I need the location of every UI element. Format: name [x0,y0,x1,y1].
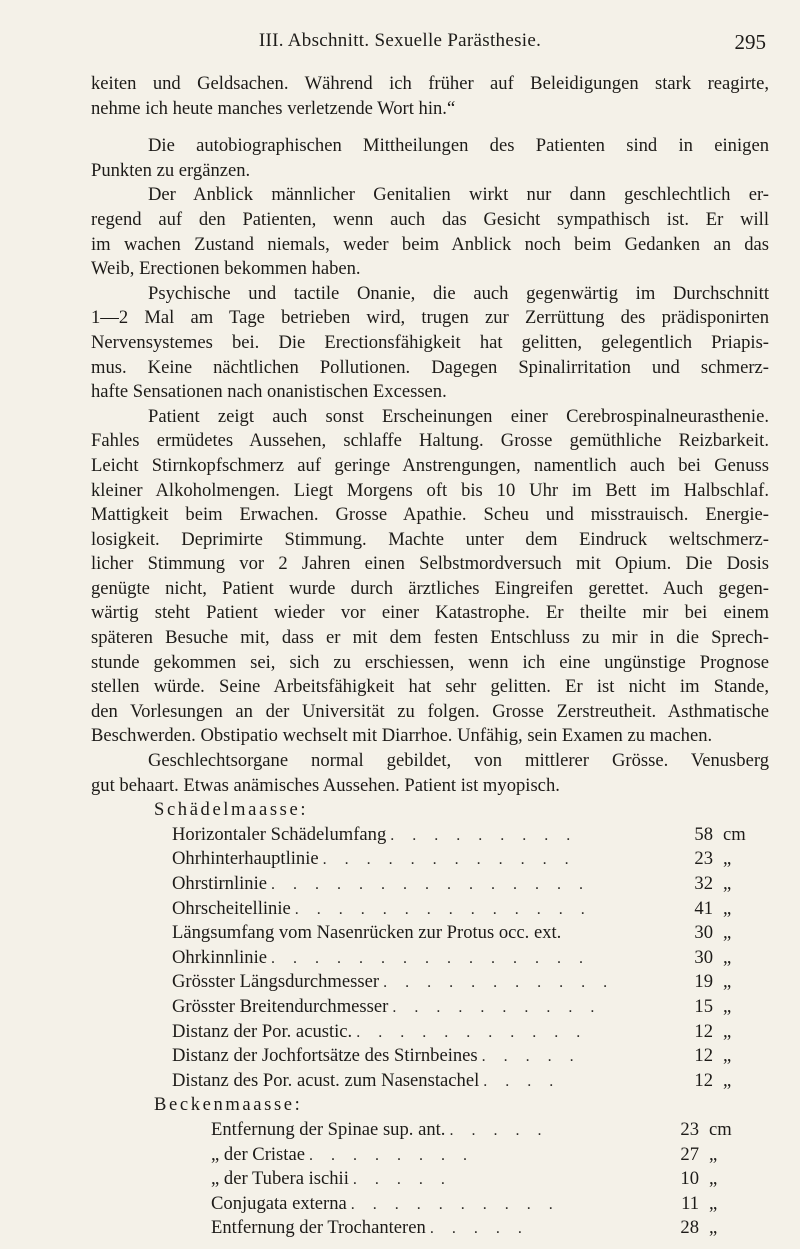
text-line: Punkten zu ergänzen. [91,159,251,181]
text-line: mus. Keine nächtlichen Pollutionen. Dagegen Spinalirritation und schmerz- [91,356,769,378]
measure-row [91,1118,769,1143]
pelvis-measures-table [91,1093,769,1241]
measure-unit: „ [723,897,732,919]
measure-unit: cm [709,1118,732,1140]
measure-row [91,872,769,897]
measure-row [91,970,769,995]
measure-row [91,897,769,922]
measure-row [91,1020,769,1045]
measure-value: 12 [694,1069,713,1091]
text-line: stunde gekommen sei, sich zu erschiessen, wenn ich eine ungünstige Prognose [91,651,769,673]
leader-dots: . . . . . . . . [308,1146,474,1164]
text-line: Weib, Erectionen bekommen haben. [91,258,361,280]
skull-measures-table [91,798,769,1093]
leader-dots: . . . . . . . . . . . [356,1023,588,1041]
measure-label: Horizontaler Schädelumfang [172,823,387,845]
measure-label: Grösster Breitendurchmesser [172,995,389,1017]
text-line: Nervensystemes bei. Die Erectionsfähigkeit hat gelitten, gelegentlich Priapis- [91,331,769,353]
leader-dots: . . . . . . . . . . . . [322,851,576,869]
measure-value: 11 [681,1192,699,1214]
paragraph-gap [91,121,769,134]
measure-row [91,1167,769,1192]
leader-dots: . . . . . . . . . . . . . . [294,900,592,918]
measure-label: Entfernung der Spinae sup. ant. [211,1118,446,1140]
measure-label: Längsumfang vom Nasenrücken zur Protus occ. ext. [172,922,562,944]
measure-unit: cm [723,823,746,845]
measure-row [91,995,769,1020]
measure-value: 19 [694,971,713,993]
measure-value: 27 [680,1143,699,1165]
measure-value: 30 [694,946,713,968]
measure-value: 41 [694,897,713,919]
text-line: keiten und Geldsachen. Während ich früher auf Beleidigungen stark reagirte, [91,73,769,94]
text-line: stellen würde. Seine Arbeitsfähigkeit hat sehr gelitten. Er ist nicht im Stande, [91,676,769,698]
measure-label: Distanz des Por. acust. zum Nasenstachel [172,1069,480,1091]
measure-value: 23 [694,848,713,870]
measure-value: 28 [680,1217,699,1239]
paragraph [91,405,769,749]
measure-row [91,1143,769,1168]
measure-value: 12 [694,1020,713,1042]
paragraph [91,134,769,183]
measure-row [91,823,769,848]
text-line: im wachen Zustand niemals, weder beim Anblick noch beim Gedanken an das [91,233,769,255]
measure-unit: „ [709,1143,718,1165]
body-text [91,72,769,1241]
text-line: kleiner Alkoholmengen. Liegt Morgens oft bis 10 Uhr im Bett im Halbschlaf. [91,479,769,501]
text-line: Die autobiographischen Mittheilungen des Patienten sind in einigen [148,135,769,157]
measure-label: „ der Tubera ischii [211,1168,349,1190]
leader-dots: . . . . . [481,1048,581,1066]
text-line: Geschlechtsorgane normal gebildet, von mittlerer Grösse. Venusberg [148,750,769,772]
measure-label: Ohrhinterhauptlinie [172,848,319,870]
measure-row [91,847,769,872]
text-line: genügte nicht, Patient wurde durch ärztliches Eingreifen gerettet. Auch gegen- [91,577,769,599]
measure-unit: „ [723,971,732,993]
text-line: hafte Sensationen nach onanistischen Excessen. [91,381,447,403]
text-line: Mattigkeit beim Erwachen. Grosse Apathie. Scheu und misstrauisch. Energie- [91,504,769,526]
text-line: Psychische und tactile Onanie, die auch gegenwärtig im Durchschnitt [148,282,769,304]
measure-row [91,1192,769,1217]
measure-unit: „ [723,873,732,894]
leader-dots: . . . . . [352,1171,452,1189]
paragraph [91,282,769,405]
measure-value: 23 [680,1118,699,1140]
table-heading: Schädelmaasse: [154,799,309,821]
measure-row [91,1069,769,1094]
text-line: Der Anblick männlicher Genitalien wirkt nur dann geschlechtlich er- [148,184,769,206]
measure-label: Ohrkinnlinie [172,946,268,968]
leader-dots: . . . . . [429,1220,529,1238]
measure-value: 12 [694,1045,713,1067]
measure-label: Ohrscheitellinie [172,897,291,919]
measure-unit: „ [723,946,732,968]
measure-unit: „ [723,922,732,944]
measure-label: Grösster Längsdurchmesser [172,971,380,993]
leader-dots: . . . . . . . . . . . [383,974,615,992]
running-header [0,30,800,60]
leader-dots: . . . . [483,1072,561,1090]
text-line: gut behaart. Etwas anämisches Aussehen. Patient ist myopisch. [91,774,560,796]
text-line: den Vorlesungen an der Universität zu folgen. Grosse Zerstreutheit. Asthmatische [91,700,769,722]
text-line: Patient zeigt auch sonst Erscheinungen einer Cerebrospinalneurasthenie. [148,405,769,427]
measure-label: „ der Cristae [211,1143,305,1165]
text-line: Beschwerden. Obstipatio wechselt mit Diarrhoe. Unfähig, sein Examen zu machen. [91,725,713,747]
table-heading: Beckenmaasse: [154,1094,303,1116]
measure-label: Conjugata externa [211,1192,347,1214]
text-line: späteren Besuche mit, dass er mit dem festen Entschluss zu mir in die Sprech- [91,627,769,649]
measure-value: 30 [694,922,713,944]
leader-dots: . . . . . [449,1121,549,1139]
text-line: losigkeit. Deprimirte Stimmung. Machte unter dem Eindruck weltschmerz- [91,528,769,550]
page-number: 295 [734,30,766,54]
text-line: nehme ich heute manches verletzende Wort hin.“ [91,97,456,119]
leader-dots: . . . . . . . . . . [392,998,602,1016]
measure-value: 32 [694,873,713,894]
measure-label: Ohrstirnlinie [172,873,268,894]
text-line: wärtig steht Patient wieder vor einer Katastrophe. Er theilte mir bei einem [91,602,769,624]
paragraph [91,72,769,121]
measure-row [91,1044,769,1069]
leader-dots: . . . . . . . . . . . . . . . [271,876,591,893]
measure-label: Entfernung der Trochanteren [211,1217,426,1239]
measure-unit: „ [723,1020,732,1042]
measure-unit: „ [709,1168,718,1190]
measure-label: Distanz der Por. acustic. [172,1020,353,1042]
text-line: Fahles ermüdetes Aussehen, schlaffe Haltung. Grosse gemüthliche Reizbarkeit. [91,430,769,452]
leader-dots: . . . . . . . . . . [350,1195,560,1213]
chapter-title: III. Abschnitt. Sexuelle Parästhesie. [258,30,542,51]
measure-label: Distanz der Jochfortsätze des Stirnbeines [172,1045,478,1067]
measure-unit: „ [723,1069,732,1091]
measure-row [91,946,769,971]
measure-row [91,1216,769,1241]
measure-unit: „ [723,995,732,1017]
measure-row [91,921,769,946]
text-line: 1—2 Mal am Tage betrieben wird, trugen zur Zerrüttung des prädisponirten [91,307,769,329]
measure-unit: „ [723,848,732,870]
leader-dots: . . . . . . . . . [390,826,578,844]
paragraph [91,749,769,798]
text-line: licher Stimmung vor 2 Jahren einen Selbstmordversuch mit Opium. Die Dosis [91,553,769,575]
paragraph [91,183,769,281]
measure-unit: „ [709,1192,718,1214]
text-line: Leicht Stirnkopfschmerz auf geringe Anstrengungen, namentlich auch bei Genuss [91,454,769,476]
leader-dots: . . . . . . . . . . . . . . . [271,949,591,967]
measure-value: 15 [694,995,713,1017]
measure-unit: „ [709,1217,718,1239]
measure-unit: „ [723,1045,732,1067]
measure-value: 58 [694,823,713,845]
text-line: regend auf den Patienten, wenn auch das Gesicht sympathisch ist. Er will [91,208,769,230]
measure-value: 10 [680,1168,699,1190]
